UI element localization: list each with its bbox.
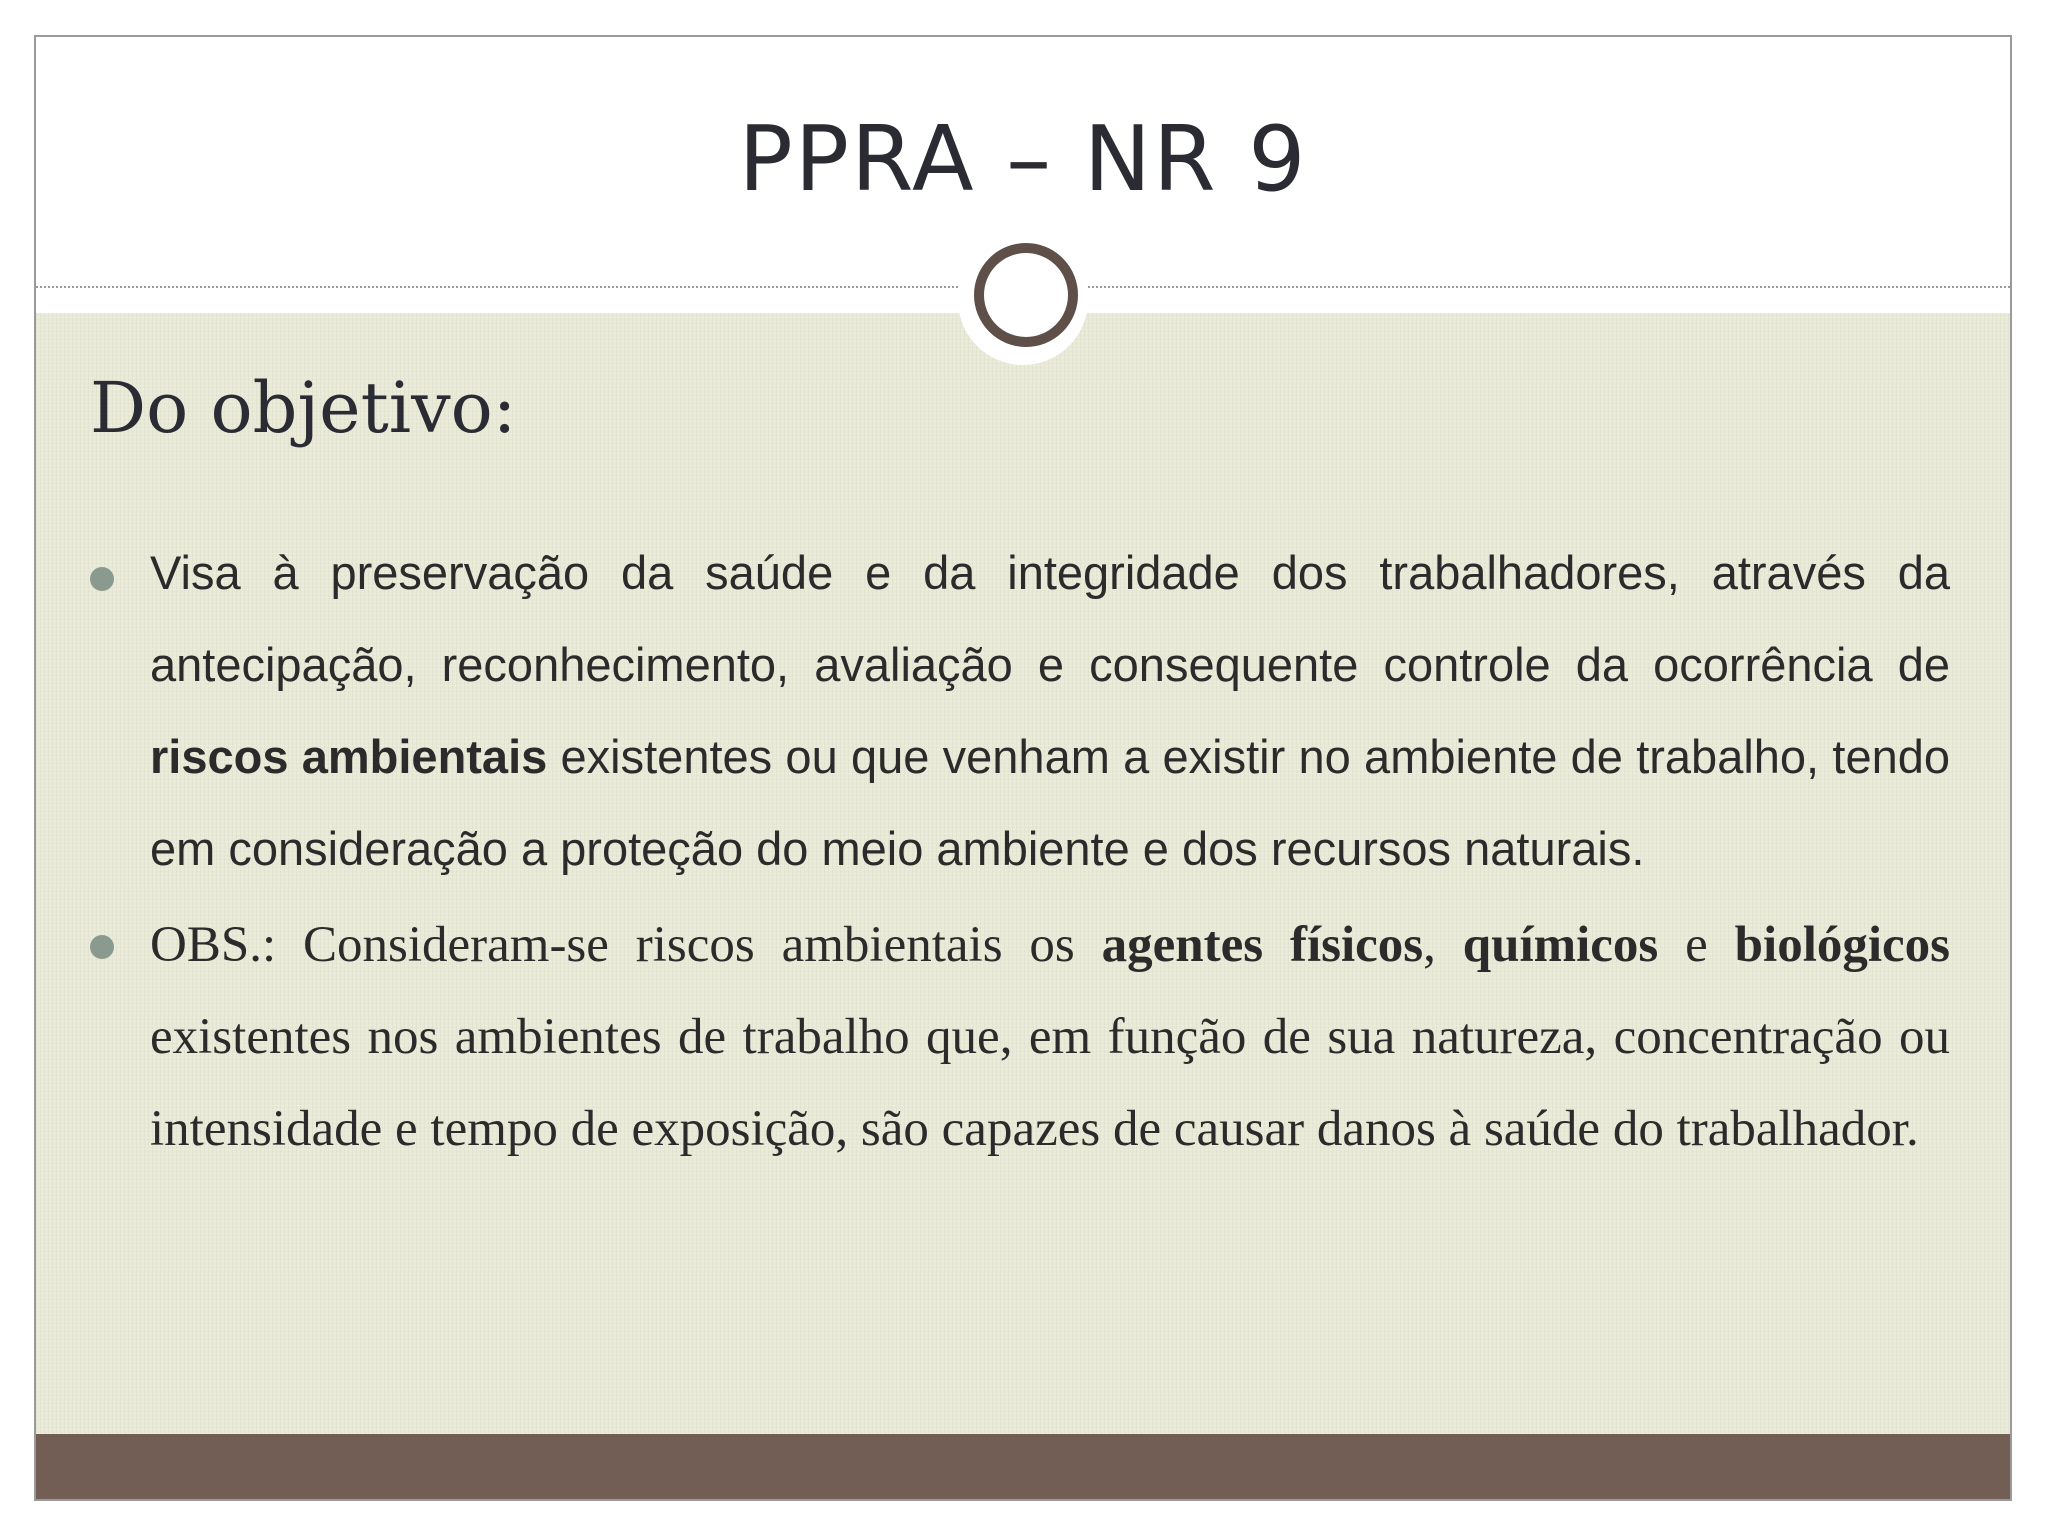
section-subtitle: Do objetivo:: [90, 367, 517, 449]
bullet-dot-icon: [90, 567, 114, 591]
bullet1-text-cont: existentes ou que venham a existir no ambiente de trabalho, tendo em consideração a proteção do meio ambiente e dos recursos naturais.: [150, 730, 1950, 875]
bullet2-text: OBS.: Consideram-se riscos ambientais os: [150, 917, 1102, 973]
bullet2-sep1: ,: [1423, 917, 1463, 973]
bullet1-bold-riscos: riscos ambientais: [150, 730, 548, 783]
bullet2-sep2: e: [1658, 917, 1735, 973]
bullet2-bold-biologicos: biológicos: [1734, 917, 1951, 973]
bullet-list: [90, 527, 1950, 1175]
bullet-item-objective: [90, 527, 1950, 895]
ring-icon: [974, 243, 1078, 347]
bullet-dot-icon: [90, 935, 114, 959]
slide-title: PPRA – NR 9: [738, 107, 1308, 212]
bullet2-text-cont: existentes nos ambientes de trabalho que, em função de sua natureza, concentração ou intensidade e tempo de exposição, são capazes de causar danos à saúde do trabalhador.: [150, 1009, 1950, 1157]
slide: [34, 35, 2012, 1501]
bullet1-text: Visa à preservação da saúde e da integridade dos trabalhadores, através da antecipação, reconhecimento, avaliação e consequente controle da ocorrência de: [150, 546, 1950, 691]
bullet2-bold-quimicos: químicos: [1462, 917, 1659, 973]
bullet-item-obs: [90, 899, 1950, 1175]
footer-bar: [36, 1434, 2010, 1501]
bullet2-bold-fisicos: agentes físicos: [1101, 917, 1424, 973]
